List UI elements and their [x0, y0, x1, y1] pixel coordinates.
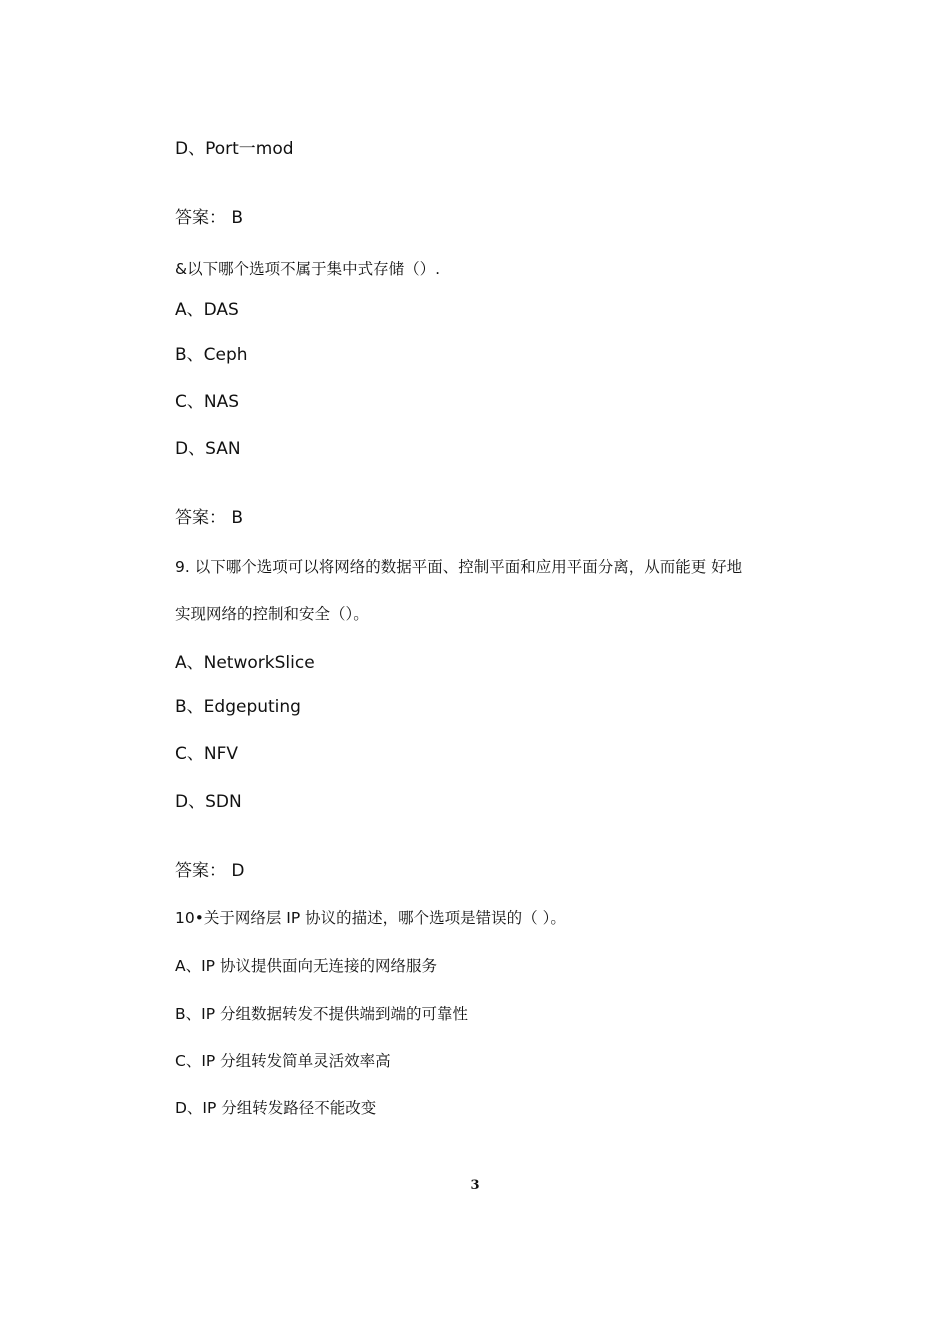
question-8-option-c: C、NAS — [175, 392, 240, 412]
prev-answer: 答案： B — [175, 208, 244, 228]
question-9-option-a: A、NetworkSlice — [175, 653, 315, 673]
prev-option-d: D、Port一mod — [175, 139, 294, 159]
question-8-option-a: A、DAS — [175, 300, 239, 320]
question-10-option-c: C、IP 分组转发简单灵活效率高 — [175, 1052, 391, 1070]
question-8-option-b: B、Ceph — [175, 345, 248, 365]
question-8-option-d: D、SAN — [175, 439, 241, 459]
question-8-answer: 答案： B — [175, 508, 244, 528]
question-9-answer: 答案： D — [175, 861, 245, 881]
question-8-text: &以下哪个选项不属于集中式存储（）. — [175, 260, 441, 278]
page-number: 3 — [470, 1178, 480, 1193]
question-9-text-line2: 实现网络的控制和安全（）。 — [175, 605, 369, 623]
question-10-text: 10•关于网络层 IP 协议的描述，哪个选项是错误的（ ）。 — [175, 909, 566, 927]
question-9-option-b: B、Edgeputing — [175, 697, 301, 717]
question-10-option-d: D、IP 分组转发路径不能改变 — [175, 1099, 377, 1117]
question-10-option-b: B、IP 分组数据转发不提供端到端的可靠性 — [175, 1005, 468, 1023]
question-9-option-c: C、NFV — [175, 744, 238, 764]
question-9-text-line1: 9. 以下哪个选项可以将网络的数据平面、控制平面和应用平面分离，从而能更 好地 — [175, 558, 743, 576]
question-9-option-d: D、SDN — [175, 792, 242, 812]
question-10-option-a: A、IP 协议提供面向无连接的网络服务 — [175, 957, 437, 975]
